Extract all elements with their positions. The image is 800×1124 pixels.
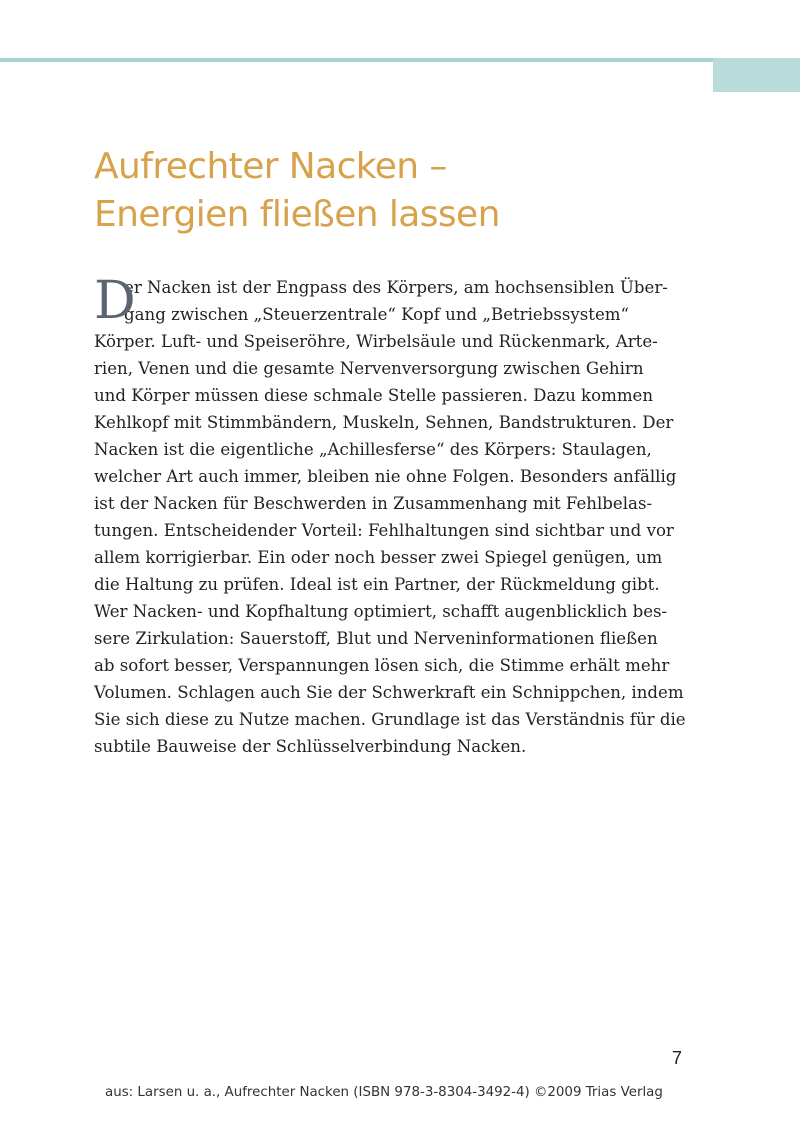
chapter-title-line-1: Aufrechter Nacken – — [94, 146, 447, 187]
body-line: die Haltung zu prüfen. Ideal ist ein Partner, der Rückmeldung gibt. — [94, 575, 660, 594]
body-line: welcher Art auch immer, bleiben nie ohne Folgen. Besonders anfällig — [94, 467, 677, 486]
body-line: Sie sich diese zu Nutze machen. Grundlage ist das Verständnis für die — [94, 710, 686, 729]
body-line: rien, Venen und die gesamte Nervenversorgung zwischen Gehirn — [94, 359, 644, 378]
body-line: und Körper müssen diese schmale Stelle passieren. Dazu kommen — [94, 386, 654, 405]
body-line: ab sofort besser, Verspannungen lösen sich, die Stimme erhält mehr — [94, 656, 670, 675]
body-line: Wer Nacken- und Kopfhaltung optimiert, schafft augenblicklich bes- — [94, 602, 668, 621]
body-line: ist der Nacken für Beschwerden in Zusammenhang mit Fehlbelas- — [94, 494, 653, 513]
body-line: allem korrigierbar. Ein oder noch besser zwei Spiegel genügen, um — [94, 548, 663, 567]
body-line: Körper. Luft- und Speiseröhre, Wirbelsäule und Rückenmark, Arte- — [94, 332, 658, 351]
corner-tab-decoration — [713, 58, 800, 92]
body-line: Nacken ist die eigentliche „Achillesferse“ des Körpers: Staulagen, — [94, 440, 652, 459]
chapter-title — [94, 143, 714, 239]
body-line: sere Zirkulation: Sauerstoff, Blut und Nerveninformationen fließen — [94, 629, 658, 648]
body-line: Volumen. Schlagen auch Sie der Schwerkraft ein Schnippchen, indem — [94, 683, 684, 702]
page-number: 7 — [672, 1048, 683, 1068]
body-line: Kehlkopf mit Stimmbändern, Muskeln, Sehnen, Bandstrukturen. Der — [94, 413, 674, 432]
body-text — [94, 271, 694, 760]
body-line: subtile Bauweise der Schlüsselverbindung Nacken. — [94, 737, 527, 756]
body-line: gang zwischen „Steuerzentrale“ Kopf und „Betriebssystem“ — [124, 305, 629, 324]
source-credit: aus: Larsen u. a., Aufrechter Nacken (ISBN 978-3-8304-3492-4) ©2009 Trias Verlag — [105, 1085, 663, 1100]
body-line: tungen. Entscheidender Vorteil: Fehlhaltungen sind sichtbar und vor — [94, 521, 674, 540]
body-line: er Nacken ist der Engpass des Körpers, am hochsensiblen Über- — [124, 278, 668, 297]
top-accent-rule — [0, 58, 800, 62]
chapter-title-line-2: Energien fließen lassen — [94, 194, 500, 235]
drop-cap: D — [94, 271, 136, 331]
